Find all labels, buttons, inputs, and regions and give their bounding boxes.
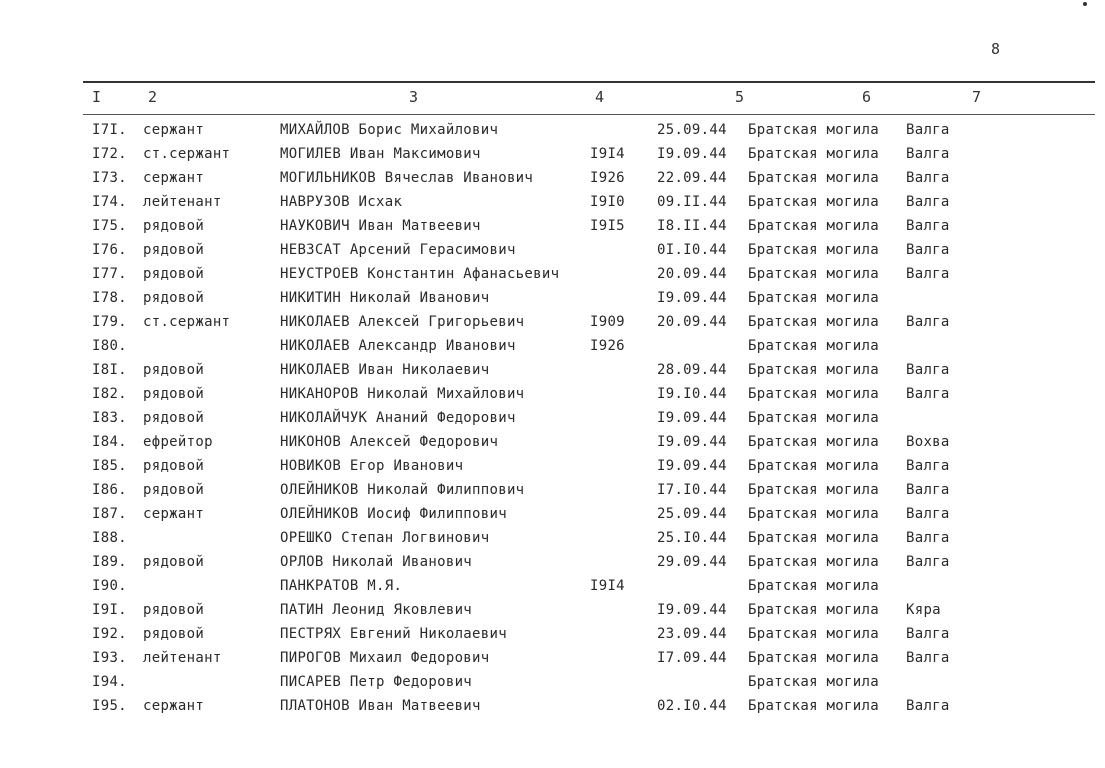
- row-rank: сержант: [143, 698, 205, 714]
- row-name: ПЕСТРЯХ Евгений Николаевич: [280, 626, 507, 642]
- row-burial: Братская могила: [748, 362, 879, 378]
- row-number: I93.: [92, 650, 127, 666]
- table-row: [0, 170, 1105, 194]
- row-number: I7I.: [92, 122, 127, 138]
- row-name: ОРЕШКО Степан Логвинович: [280, 530, 490, 546]
- row-date: 20.09.44: [657, 266, 727, 282]
- header-rule: [83, 114, 1095, 115]
- row-burial: Братская могила: [748, 386, 879, 402]
- row-number: I74.: [92, 194, 127, 210]
- table-row: [0, 242, 1105, 266]
- row-burial: Братская могила: [748, 530, 879, 546]
- row-rank: сержант: [143, 122, 205, 138]
- table-row: [0, 362, 1105, 386]
- row-rank: лейтенант: [143, 194, 222, 210]
- table-row: [0, 482, 1105, 506]
- table-row: [0, 650, 1105, 674]
- row-number: I94.: [92, 674, 127, 690]
- table-row: [0, 218, 1105, 242]
- row-year: I926: [590, 170, 625, 186]
- row-number: I82.: [92, 386, 127, 402]
- row-name: НЕВЗСАТ Арсений Герасимович: [280, 242, 516, 258]
- row-rank: рядовой: [143, 242, 205, 258]
- row-number: I88.: [92, 530, 127, 546]
- row-date: 25.I0.44: [657, 530, 727, 546]
- row-place: Валга: [906, 506, 950, 522]
- row-year: I9I4: [590, 146, 625, 162]
- header-col-1: I: [92, 88, 102, 106]
- row-place: Валга: [906, 218, 950, 234]
- row-burial: Братская могила: [748, 314, 879, 330]
- row-number: I87.: [92, 506, 127, 522]
- row-place: Валга: [906, 194, 950, 210]
- row-place: Валга: [906, 242, 950, 258]
- row-burial: Братская могила: [748, 554, 879, 570]
- row-burial: Братская могила: [748, 290, 879, 306]
- row-date: 0I.I0.44: [657, 242, 727, 258]
- row-place: Валга: [906, 266, 950, 282]
- row-burial: Братская могила: [748, 170, 879, 186]
- row-burial: Братская могила: [748, 458, 879, 474]
- row-rank: рядовой: [143, 458, 205, 474]
- row-rank: сержант: [143, 506, 205, 522]
- row-burial: Братская могила: [748, 482, 879, 498]
- row-date: 02.I0.44: [657, 698, 727, 714]
- row-date: I8.II.44: [657, 218, 727, 234]
- row-burial: Братская могила: [748, 338, 879, 354]
- row-name: ПАНКРАТОВ М.Я.: [280, 578, 403, 594]
- row-number: I80.: [92, 338, 127, 354]
- row-date: I7.I0.44: [657, 482, 727, 498]
- row-burial: Братская могила: [748, 650, 879, 666]
- table-row: [0, 554, 1105, 578]
- row-name: НИКИТИН Николай Иванович: [280, 290, 490, 306]
- row-date: 28.09.44: [657, 362, 727, 378]
- row-burial: Братская могила: [748, 194, 879, 210]
- speck-mark: [1083, 2, 1087, 6]
- header-col-4: 4: [595, 88, 605, 106]
- header-col-7: 7: [972, 88, 982, 106]
- row-number: I83.: [92, 410, 127, 426]
- row-rank: рядовой: [143, 386, 205, 402]
- row-number: I79.: [92, 314, 127, 330]
- row-name: НИКОЛАЙЧУК Ананий Федорович: [280, 410, 516, 426]
- page-number: 8: [991, 40, 1001, 58]
- table-row: [0, 698, 1105, 722]
- row-date: I9.I0.44: [657, 386, 727, 402]
- row-burial: Братская могила: [748, 674, 879, 690]
- row-year: I9I5: [590, 218, 625, 234]
- table-row: [0, 410, 1105, 434]
- row-number: I77.: [92, 266, 127, 282]
- row-name: ПЛАТОНОВ Иван Матвеевич: [280, 698, 481, 714]
- row-name: ПИСАРЕВ Петр Федорович: [280, 674, 473, 690]
- table-row: [0, 626, 1105, 650]
- row-name: МОГИЛЕВ Иван Максимович: [280, 146, 481, 162]
- row-date: I9.09.44: [657, 434, 727, 450]
- row-burial: Братская могила: [748, 218, 879, 234]
- table-row: [0, 146, 1105, 170]
- row-date: I9.09.44: [657, 458, 727, 474]
- row-date: I9.09.44: [657, 602, 727, 618]
- row-place: Валга: [906, 170, 950, 186]
- row-name: НАВРУЗОВ Исхак: [280, 194, 403, 210]
- row-place: Валга: [906, 122, 950, 138]
- row-number: I8I.: [92, 362, 127, 378]
- row-rank: рядовой: [143, 482, 205, 498]
- row-burial: Братская могила: [748, 506, 879, 522]
- row-name: НИКОНОВ Алексей Федорович: [280, 434, 499, 450]
- row-rank: рядовой: [143, 602, 205, 618]
- row-number: I76.: [92, 242, 127, 258]
- row-rank: сержант: [143, 170, 205, 186]
- header-col-3: 3: [409, 88, 419, 106]
- row-year: I9I4: [590, 578, 625, 594]
- row-place: Валга: [906, 626, 950, 642]
- row-rank: ефрейтор: [143, 434, 213, 450]
- row-number: I85.: [92, 458, 127, 474]
- row-number: I92.: [92, 626, 127, 642]
- row-place: Вохва: [906, 434, 950, 450]
- table-row: [0, 434, 1105, 458]
- table-row: [0, 122, 1105, 146]
- row-name: ПАТИН Леонид Яковлевич: [280, 602, 473, 618]
- row-place: Валга: [906, 458, 950, 474]
- row-burial: Братская могила: [748, 122, 879, 138]
- row-date: 20.09.44: [657, 314, 727, 330]
- row-rank: рядовой: [143, 554, 205, 570]
- row-number: I75.: [92, 218, 127, 234]
- row-rank: рядовой: [143, 266, 205, 282]
- row-date: I9.09.44: [657, 410, 727, 426]
- top-rule: [83, 81, 1095, 83]
- row-name: МИХАЙЛОВ Борис Михайлович: [280, 122, 499, 138]
- table-row: [0, 674, 1105, 698]
- row-name: ОЛЕЙНИКОВ Иосиф Филиппович: [280, 506, 507, 522]
- row-burial: Братская могила: [748, 626, 879, 642]
- row-place: Кяра: [906, 602, 941, 618]
- row-date: 25.09.44: [657, 506, 727, 522]
- row-name: НИКОЛАЕВ Алексей Григорьевич: [280, 314, 525, 330]
- row-place: Валга: [906, 554, 950, 570]
- row-rank: рядовой: [143, 290, 205, 306]
- header-col-5: 5: [735, 88, 745, 106]
- row-place: Валга: [906, 530, 950, 546]
- row-name: НИКОЛАЕВ Иван Николаевич: [280, 362, 490, 378]
- row-date: 25.09.44: [657, 122, 727, 138]
- row-place: Валга: [906, 362, 950, 378]
- row-name: НИКОЛАЕВ Александр Иванович: [280, 338, 516, 354]
- row-date: I9.09.44: [657, 290, 727, 306]
- table-row: [0, 194, 1105, 218]
- table-row: [0, 338, 1105, 362]
- table-row: [0, 458, 1105, 482]
- row-rank: ст.сержант: [143, 146, 231, 162]
- row-date: 23.09.44: [657, 626, 727, 642]
- row-year: I926: [590, 338, 625, 354]
- row-number: I72.: [92, 146, 127, 162]
- row-name: НОВИКОВ Егор Иванович: [280, 458, 464, 474]
- row-number: I84.: [92, 434, 127, 450]
- row-burial: Братская могила: [748, 146, 879, 162]
- table-row: [0, 506, 1105, 530]
- table-row: [0, 602, 1105, 626]
- row-rank: рядовой: [143, 626, 205, 642]
- row-place: Валга: [906, 386, 950, 402]
- row-name: НИКАНОРОВ Николай Михайлович: [280, 386, 525, 402]
- table-row: [0, 386, 1105, 410]
- row-burial: Братская могила: [748, 698, 879, 714]
- row-name: НАУКОВИЧ Иван Матвеевич: [280, 218, 481, 234]
- row-date: I7.09.44: [657, 650, 727, 666]
- row-name: ПИРОГОВ Михаил Федорович: [280, 650, 490, 666]
- row-name: ОЛЕЙНИКОВ Николай Филиппович: [280, 482, 525, 498]
- row-place: Валга: [906, 314, 950, 330]
- row-burial: Братская могила: [748, 242, 879, 258]
- row-burial: Братская могила: [748, 602, 879, 618]
- table-row: [0, 266, 1105, 290]
- row-rank: рядовой: [143, 218, 205, 234]
- row-burial: Братская могила: [748, 266, 879, 282]
- row-year: I9I0: [590, 194, 625, 210]
- row-name: НЕУСТРОЕВ Константин Афанасьевич: [280, 266, 560, 282]
- row-year: I909: [590, 314, 625, 330]
- row-number: I9I.: [92, 602, 127, 618]
- row-number: I73.: [92, 170, 127, 186]
- table-row: [0, 290, 1105, 314]
- row-burial: Братская могила: [748, 578, 879, 594]
- row-rank: рядовой: [143, 362, 205, 378]
- row-place: Валга: [906, 482, 950, 498]
- row-number: I86.: [92, 482, 127, 498]
- row-date: 29.09.44: [657, 554, 727, 570]
- row-place: Валга: [906, 698, 950, 714]
- row-date: I9.09.44: [657, 146, 727, 162]
- row-burial: Братская могила: [748, 410, 879, 426]
- table-row: [0, 530, 1105, 554]
- row-name: МОГИЛЬНИКОВ Вячеслав Иванович: [280, 170, 534, 186]
- header-col-6: 6: [862, 88, 872, 106]
- row-number: I90.: [92, 578, 127, 594]
- table-row: [0, 578, 1105, 602]
- row-place: Валга: [906, 650, 950, 666]
- row-name: ОРЛОВ Николай Иванович: [280, 554, 473, 570]
- row-number: I89.: [92, 554, 127, 570]
- row-number: I95.: [92, 698, 127, 714]
- row-place: Валга: [906, 146, 950, 162]
- row-rank: рядовой: [143, 410, 205, 426]
- row-date: 22.09.44: [657, 170, 727, 186]
- row-number: I78.: [92, 290, 127, 306]
- row-burial: Братская могила: [748, 434, 879, 450]
- row-date: 09.II.44: [657, 194, 727, 210]
- table-row: [0, 314, 1105, 338]
- row-rank: ст.сержант: [143, 314, 231, 330]
- header-col-2: 2: [148, 88, 158, 106]
- row-rank: лейтенант: [143, 650, 222, 666]
